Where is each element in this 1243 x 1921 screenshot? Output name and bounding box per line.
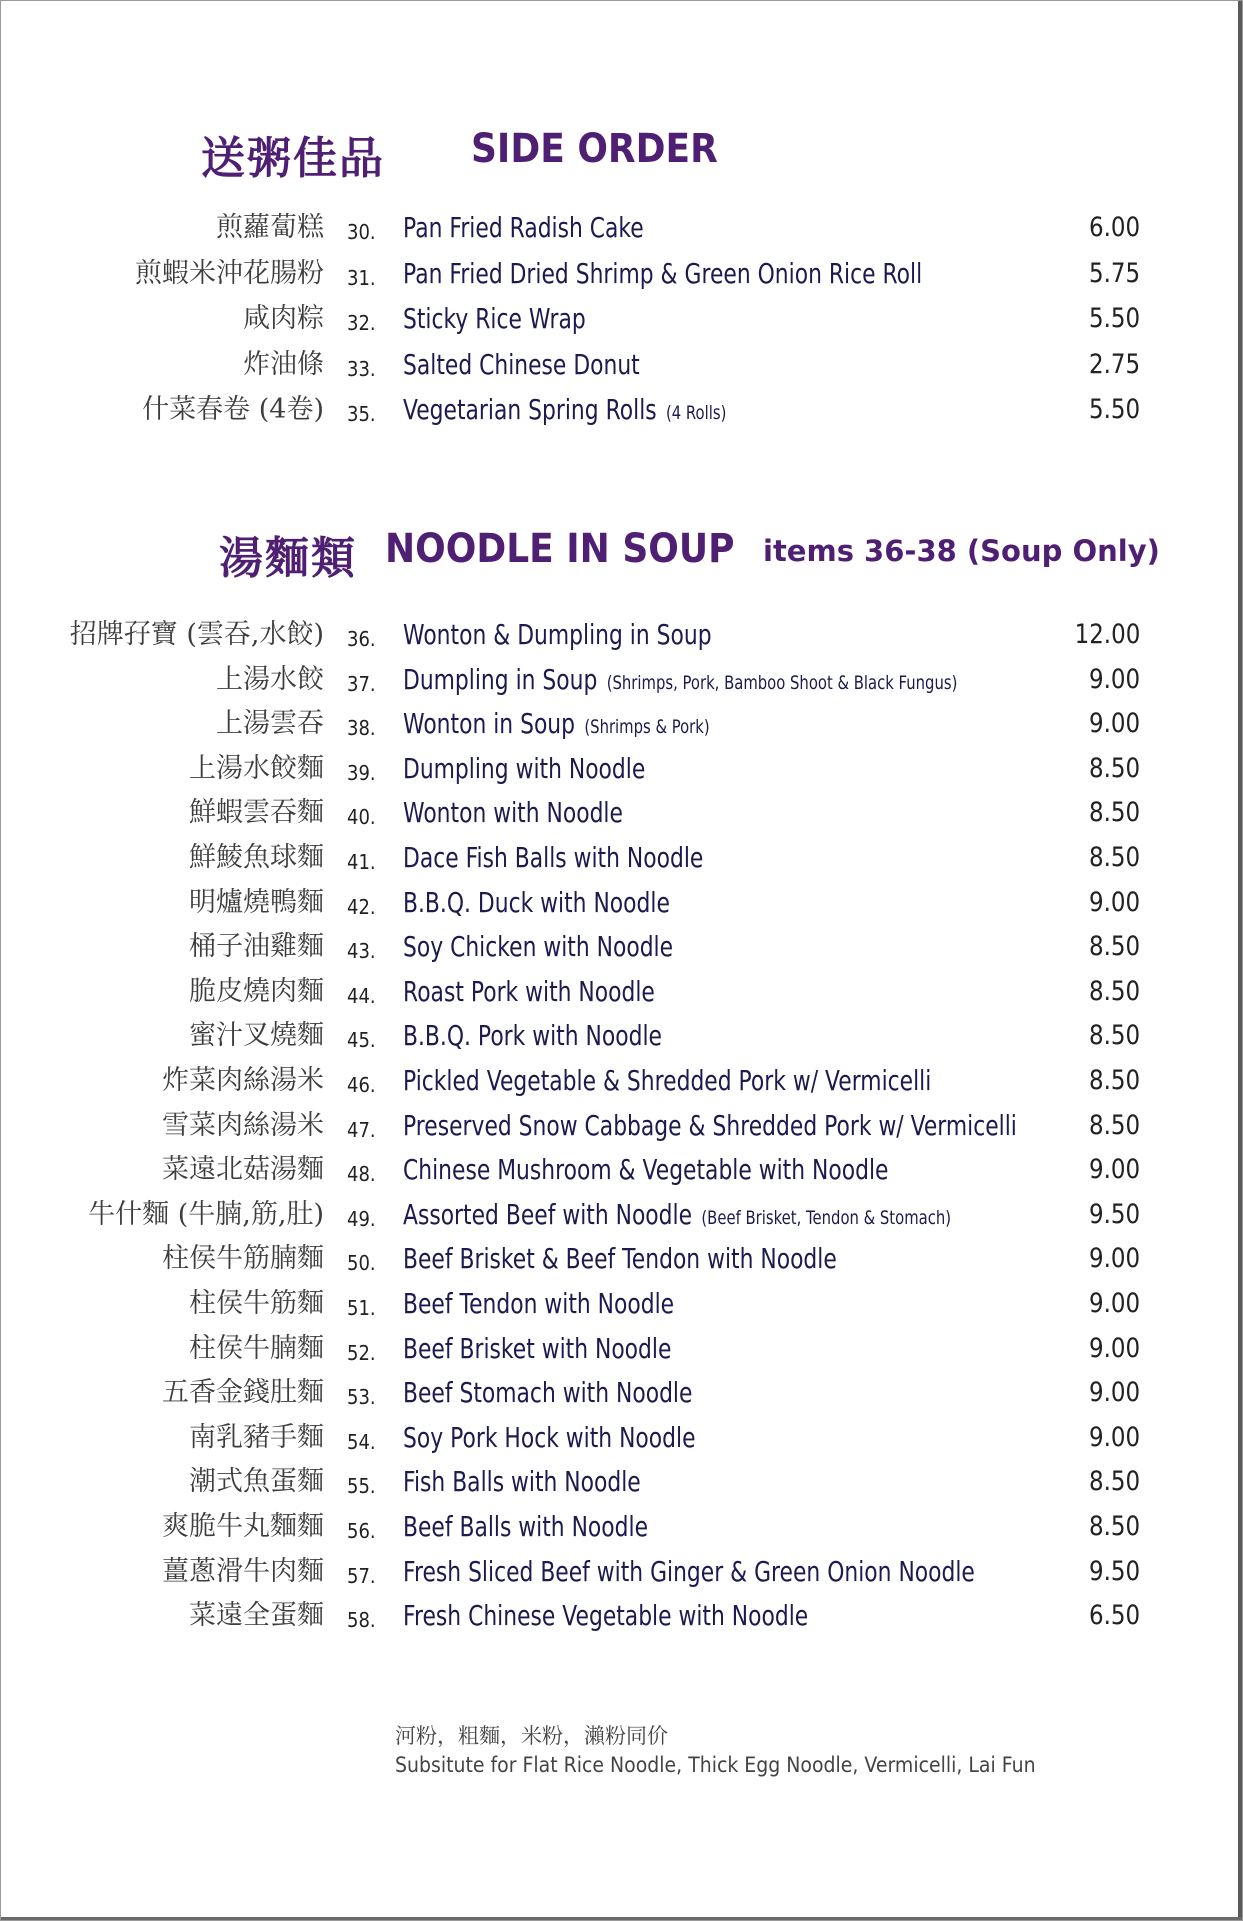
substitution-note-en: Subsitute for Flat Rice Noodle, Thick Egg Noodle, Vermicelli, Lai Fun — [395, 1753, 1036, 1777]
item-name-en-text: Chinese Mushroom & Vegetable with Noodle — [403, 1153, 889, 1187]
item-name-en — [403, 1237, 837, 1281]
item-name-en-text: Wonton & Dumpling in Soup — [403, 618, 712, 651]
item-name-en-text: Pickled Vegetable & Shredded Pork w/ Vermicelli — [403, 1064, 932, 1097]
item-name-en — [403, 747, 645, 791]
item-name-zh: 柱侯牛筋腩麵 — [162, 1243, 324, 1275]
item-number: 48. — [347, 1162, 376, 1187]
side-order-heading — [1, 116, 1243, 186]
item-number: 42. — [347, 894, 376, 919]
item-price: 8.50 — [1088, 975, 1140, 1007]
item-name-en — [403, 1594, 808, 1638]
item-price: 8.50 — [1088, 1466, 1140, 1498]
item-number: 54. — [347, 1429, 376, 1454]
item-name-zh: 牛什麵 (牛腩,筋,肚) — [88, 1198, 324, 1230]
item-name-en-text: Pan Fried Radish Cake — [403, 211, 644, 244]
item-name-en-text: Sticky Rice Wrap — [403, 302, 586, 335]
menu-item-row — [1, 881, 1243, 925]
side-order-title-en: SIDE ORDER — [471, 126, 718, 172]
item-name-en-text: Wonton in Soup — [403, 707, 576, 741]
item-price: 2.75 — [1088, 348, 1140, 380]
item-name-en-text: B.B.Q. Duck with Noodle — [403, 885, 670, 919]
menu-item-row — [1, 1550, 1243, 1594]
item-name-en-text: B.B.Q. Pork with Noodle — [403, 1019, 662, 1053]
item-name-zh: 薑蔥滑牛肉麵 — [162, 1555, 324, 1587]
item-price: 8.50 — [1088, 1020, 1140, 1052]
substitution-note — [395, 1721, 1107, 1779]
item-name-zh: 招牌孖寶 (雲吞,水餃) — [69, 619, 324, 650]
item-price: 9.00 — [1088, 1243, 1140, 1275]
item-price: 9.00 — [1088, 1377, 1140, 1409]
item-number: 39. — [347, 760, 376, 785]
menu-item-row — [1, 925, 1243, 969]
item-number: 46. — [347, 1073, 376, 1097]
item-name-en-text: Beef Balls with Noodle — [403, 1510, 649, 1543]
item-number: 58. — [347, 1608, 376, 1633]
item-name-en — [403, 388, 726, 435]
item-description: (Shrimps, Pork, Bamboo Shoot & Black Fungus) — [606, 671, 958, 694]
item-name-zh: 煎蘿蔔糕 — [216, 212, 324, 243]
item-price: 9.00 — [1088, 1332, 1140, 1364]
item-price: 6.00 — [1088, 212, 1140, 243]
item-price: 8.50 — [1088, 1065, 1140, 1096]
item-price: 5.50 — [1088, 303, 1140, 334]
menu-item-row — [1, 791, 1243, 835]
item-name-en-text: Dumpling in Soup — [403, 662, 598, 696]
item-name-en-text: Wonton with Noodle — [403, 796, 623, 830]
item-name-zh: 菜遠全蛋麵 — [189, 1600, 324, 1632]
item-number: 44. — [347, 983, 376, 1008]
menu-item-row — [1, 970, 1243, 1014]
item-number: 53. — [347, 1385, 376, 1410]
item-name-zh: 煎蝦米沖花腸粉 — [135, 257, 324, 289]
item-name-en-text: Soy Chicken with Noodle — [403, 930, 674, 964]
item-name-en — [403, 1550, 975, 1594]
item-name-zh: 蜜汁叉燒麵 — [189, 1020, 324, 1052]
item-name-zh: 南乳豬手麵 — [189, 1421, 324, 1453]
item-number: 41. — [347, 850, 376, 874]
item-number: 33. — [347, 356, 376, 381]
item-number: 57. — [347, 1563, 376, 1588]
menu-item-row — [1, 252, 1243, 296]
item-name-en — [403, 1104, 1017, 1148]
item-price: 9.00 — [1088, 1154, 1140, 1186]
side-order-title-zh: 送粥佳品 — [201, 133, 385, 184]
item-number: 32. — [347, 311, 376, 335]
item-name-en-text: Salted Chinese Donut — [403, 347, 640, 381]
item-name-zh: 上湯水餃麵 — [189, 752, 324, 784]
item-name-zh: 柱侯牛筋麵 — [189, 1288, 324, 1319]
item-name-en — [403, 791, 623, 835]
item-price: 9.00 — [1088, 708, 1140, 740]
item-name-en — [403, 970, 655, 1014]
item-price: 8.50 — [1088, 1511, 1140, 1542]
item-price: 8.50 — [1088, 752, 1140, 784]
noodle-soup-title-zh: 湯麵類 — [219, 533, 357, 584]
item-name-en — [403, 836, 703, 880]
menu-item-row — [1, 1193, 1243, 1237]
item-name-zh: 明爐燒鴨麵 — [189, 886, 324, 918]
item-name-en — [403, 1193, 951, 1240]
item-name-en-text: Pan Fried Dried Shrimp & Green Onion Rice Roll — [403, 256, 923, 290]
item-price: 8.50 — [1088, 931, 1140, 963]
item-name-en-text: Beef Brisket with Noodle — [403, 1331, 672, 1365]
item-number: 43. — [347, 939, 376, 964]
menu-item-row — [1, 297, 1243, 341]
item-name-en-text: Fresh Sliced Beef with Ginger & Green Onion Noodle — [403, 1554, 975, 1588]
menu-item-row — [1, 836, 1243, 880]
item-name-zh: 什菜春卷 (4卷) — [142, 394, 324, 425]
item-name-en-text: Assorted Beef with Noodle — [403, 1197, 693, 1231]
menu-item-row — [1, 658, 1243, 702]
menu-item-row — [1, 1237, 1243, 1281]
item-price: 9.00 — [1088, 1421, 1140, 1453]
item-price: 6.50 — [1088, 1600, 1140, 1632]
item-name-en-text: Fish Balls with Noodle — [403, 1465, 641, 1499]
menu-item-row — [1, 1282, 1243, 1326]
item-name-en — [403, 206, 644, 250]
item-name-en-text: Roast Pork with Noodle — [403, 974, 655, 1008]
item-name-zh: 脆皮燒肉麵 — [189, 975, 324, 1007]
item-number: 31. — [347, 265, 376, 290]
item-name-zh: 桶子油雞麵 — [189, 931, 324, 963]
item-name-en — [403, 702, 710, 749]
item-name-en-text: Soy Pork Hock with Noodle — [403, 1420, 696, 1454]
item-number: 35. — [347, 402, 376, 426]
item-name-zh: 鮮鯪魚球麵 — [189, 842, 324, 873]
item-name-zh: 雪菜肉絲湯米 — [162, 1109, 324, 1141]
item-name-zh: 炸油條 — [243, 348, 324, 380]
item-price: 9.00 — [1088, 663, 1140, 695]
item-name-zh: 上湯水餃 — [216, 663, 324, 695]
menu-item-row — [1, 1371, 1243, 1415]
item-name-en-text: Dumpling with Noodle — [403, 751, 646, 785]
item-name-en — [403, 1505, 648, 1549]
item-number: 40. — [347, 805, 376, 830]
item-name-zh: 菜遠北菇湯麵 — [162, 1154, 324, 1186]
item-name-en — [403, 1327, 671, 1371]
item-number: 47. — [347, 1117, 376, 1142]
noodle-soup-note: items 36-38 (Soup Only) — [763, 534, 1160, 568]
page-edge-bottom — [1, 1917, 1242, 1920]
item-number: 51. — [347, 1296, 376, 1320]
item-name-zh: 上湯雲吞 — [216, 708, 324, 740]
item-number: 38. — [347, 716, 376, 741]
item-number: 56. — [347, 1519, 376, 1543]
item-price: 5.75 — [1088, 257, 1140, 289]
item-name-zh: 潮式魚蛋麵 — [189, 1466, 324, 1498]
item-name-en-text: Vegetarian Spring Rolls — [403, 393, 657, 426]
item-name-en-text: Preserved Snow Cabbage & Shredded Pork w/ Vermicelli — [403, 1108, 1017, 1142]
item-name-zh: 五香金錢肚麵 — [162, 1377, 324, 1409]
menu-item-row — [1, 206, 1243, 250]
item-price: 8.50 — [1088, 842, 1140, 873]
item-name-en — [403, 252, 922, 296]
noodle-soup-title-en: NOODLE IN SOUP — [385, 526, 735, 572]
item-number: 30. — [347, 220, 376, 244]
menu-item-row — [1, 1460, 1243, 1504]
item-number: 49. — [347, 1206, 376, 1231]
item-name-zh: 爽脆牛丸麵麵 — [162, 1511, 324, 1542]
item-name-en-text: Beef Stomach with Noodle — [403, 1376, 693, 1410]
item-name-zh: 柱侯牛腩麵 — [189, 1332, 324, 1364]
menu-item-row — [1, 343, 1243, 387]
item-name-en — [403, 1460, 641, 1504]
item-price: 9.00 — [1088, 886, 1140, 918]
item-name-en — [403, 925, 673, 969]
item-price: 5.50 — [1088, 394, 1140, 425]
item-name-en — [403, 1059, 931, 1103]
menu-item-row — [1, 747, 1243, 791]
menu-item-row — [1, 1104, 1243, 1148]
menu-item-row — [1, 1148, 1243, 1192]
menu-item-row — [1, 1505, 1243, 1549]
item-price: 8.50 — [1088, 797, 1140, 829]
item-name-en — [403, 881, 670, 925]
item-name-zh: 炸菜肉絲湯米 — [162, 1065, 324, 1096]
item-number: 37. — [347, 671, 376, 696]
menu-item-row — [1, 1594, 1243, 1638]
item-number: 45. — [347, 1028, 376, 1053]
menu-item-row — [1, 1416, 1243, 1460]
item-name-en — [403, 297, 586, 341]
item-name-en — [403, 658, 957, 705]
item-number: 50. — [347, 1251, 376, 1276]
item-name-zh: 咸肉粽 — [243, 303, 324, 334]
menu-item-row — [1, 388, 1243, 432]
item-name-en — [403, 343, 640, 387]
noodle-soup-heading — [1, 516, 1243, 586]
item-price: 12.00 — [1074, 619, 1140, 650]
item-name-zh: 鮮蝦雲吞麵 — [189, 797, 324, 829]
menu-item-row — [1, 1327, 1243, 1371]
item-price: 8.50 — [1088, 1109, 1140, 1141]
item-price: 9.50 — [1088, 1555, 1140, 1587]
item-price: 9.00 — [1088, 1288, 1140, 1319]
item-name-en — [403, 613, 712, 657]
substitution-note-zh: 河粉，粗麵，米粉，瀨粉同价 — [395, 1724, 668, 1748]
menu-item-row — [1, 1059, 1243, 1103]
menu-item-row — [1, 613, 1243, 657]
item-description: (4 Rolls) — [665, 402, 727, 424]
item-number: 36. — [347, 627, 376, 651]
menu-item-row — [1, 702, 1243, 746]
item-name-en — [403, 1371, 692, 1415]
item-name-en — [403, 1148, 888, 1192]
item-name-en — [403, 1014, 662, 1058]
item-number: 52. — [347, 1340, 376, 1365]
item-name-en — [403, 1282, 674, 1326]
menu-item-row — [1, 1014, 1243, 1058]
item-name-en — [403, 1416, 696, 1460]
item-name-en-text: Beef Tendon with Noodle — [403, 1287, 675, 1320]
item-description: (Shrimps & Pork) — [584, 716, 710, 739]
item-name-en-text: Fresh Chinese Vegetable with Noodle — [403, 1599, 809, 1633]
item-name-en-text: Beef Brisket & Beef Tendon with Noodle — [403, 1242, 837, 1276]
item-price: 9.50 — [1088, 1198, 1140, 1230]
item-description: (Beef Brisket, Tendon & Stomach) — [701, 1206, 952, 1229]
item-number: 55. — [347, 1474, 376, 1499]
item-name-en-text: Dace Fish Balls with Noodle — [403, 841, 704, 874]
